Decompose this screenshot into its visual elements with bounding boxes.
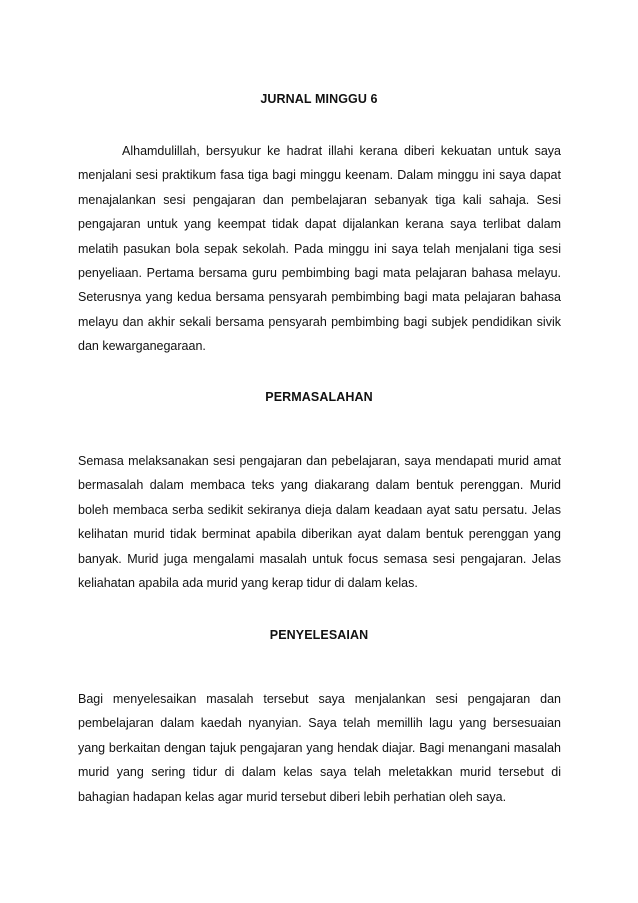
problems-heading: PERMASALAHAN [265,390,373,404]
document-title: JURNAL MINGGU 6 [260,92,378,106]
intro-paragraph: Alhamdulillah, bersyukur ke hadrat illahi kerana diberi kekuatan untuk saya menjalani sesi praktikum fasa tiga bagi minggu keenam. Dalam minggu ini saya dapat menajalankan sesi pengajaran dan pembelajaran sebanyak tiga kali sahaja. Sesi pengajaran untuk yang keempat tidak dapat dijalankan kerana saya terlibat dalam melatih pasukan bola sepak sekolah. Pada minggu ini saya telah menjalani tiga sesi penyeliaan. Pertama bersama guru pembimbing bagi mata pelajaran bahasa melayu. Seterusnya yang kedua bersama pensyarah pembimbing bagi mata pelajaran bahasa melayu dan akhir sekali bersama pensyarah pembimbing bagi subjek pendidikan sivik dan kewarganegaraan. [78,144,561,354]
solutions-paragraph: Bagi menyelesaikan masalah tersebut saya menjalankan sesi pengajaran dan pembelajaran dalam kaedah nyanyian. Saya telah memillih lagu yang bersesuaian yang berkaitan dengan tajuk pengajaran yang hendak diajar. Bagi menangani masalah murid yang sering tidur di dalam kelas saya telah meletakkan murid tersebut di bahagian hadapan kelas agar murid tersebut diberi lebih perhatian oleh saya. [78,692,561,804]
problems-paragraph: Semasa melaksanakan sesi pengajaran dan pebelajaran, saya mendapati murid amat bermasalah dalam membaca teks yang diakarang dalam bentuk perenggan. Murid boleh membaca serba sedikit sekiranya dieja dalam keadaan ayat satu persatu. Jelas kelihatan murid tidak berminat apabila diberikan ayat dalam bentuk perenggan yang banyak. Murid juga mengalami masalah untuk focus semasa sesi pengajaran. Jelas keliahatan apabila ada murid yang kerap tidur di dalam kelas. [78,454,561,591]
solutions-heading: PENYELESAIAN [269,628,369,642]
